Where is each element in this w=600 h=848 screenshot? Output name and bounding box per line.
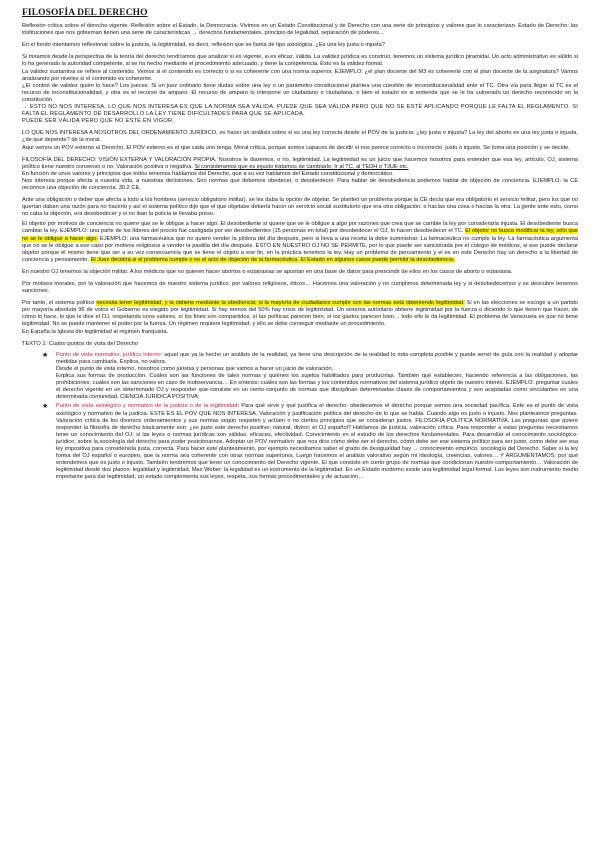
paragraph-servicio-militar: Ante una obligación o deber que afecta a todo a los hombres (servicio obligatorio militar), se les daba la opción de objetar. Se planteó un problema porque la CE decía que era obligatorio el servicio militar, pero los que no querían daban una razón para no hacerlo y así el sistema político dijo que el que objetase debería hacer un servicio social sustitutorio que era otra obligación: o hacías una cosa o hacías la otra. La gente ante esto, como no caba la objeción, era desobedecer y si no iban la policía te llevaba preso. bbox=[22, 197, 578, 218]
paragraph-vision-externa bbox=[22, 157, 578, 171]
item-lead: Punto de vista axiológico y normativo de la justicia o de la legitimidad bbox=[56, 403, 238, 410]
paragraph-valores: En función de unos valores y principios que todos tenemos hablamos del Derecho, que a su vez hablamos del Estado constitucional y democrático. bbox=[22, 170, 394, 177]
paragraph-axiologica: En el fondo intentamos reflexionar sobre la justicia, la legitimidad, es decir, reflexión que se llama de tipo axiológica. ¿Es una ley justa o injusta? bbox=[22, 42, 385, 49]
highlight-legitimidad: necesita tener legitimidad, y la obtiene mediante la obediencia: si la mayoría de ciudadanos cumple con las normas está obteniendo legitimidad. bbox=[96, 300, 465, 307]
paragraph-objecion: Nos interesa porque afecta a nuestra vida, a nuestras decisiones. Son normas que debemos obedecer, o desobedecer. Para hablar de desobediencia podemos hablar de objeción de conciencia. EJEMPLO: la CE reconoce una objeción de conciencia. 30.2 CE. bbox=[22, 177, 578, 191]
legitimidad-text: Si en las elecciones se escoge a un partido por mayoría absoluta 96 de votos el Gobierno es elegido por legitimidad. Si hay menos del 50% hay crisis de legitimidad. Un sistema autoritario obtiene legitimidad por la fuerza o diciendo lo que tienen que hacer, de cómo lo hace, lo que le dice el OJ, respetando unos valores, sí los fines son compartidos, sí las políticas parecen bien, sí los gastos parecen bien… todo ello le da legitimidad. El problema de Venezuela es que no tiene legitimidad. No se puede mantener el poder por la fuerza. Un régimen requiere legitimidad, y ello se debe conseguir mediante un procedimiento. bbox=[22, 300, 578, 328]
paragraph-legitimidad bbox=[22, 300, 578, 328]
paragraph-pov-externo: Aquí vemos un POV externo al Derecho. El POV externo es el que cada uno tenga. Moral crítica, porque somos capaces de decidir si nos parece correcto o incorrecto, justo o injusto. Se toma una posición y se decide. bbox=[22, 144, 570, 151]
item-lead: Punto de vista normativo, jurídico interno bbox=[56, 351, 161, 358]
paragraph-no-interesa: → ESTO NO NOS INTERESA, LO QUE NOS INTERESA ES QUE LA NORMA SEA VÁLIDA. PUEDE QUE SEA VÁLIDA PERO QUE NO SE ESTÉ APLICANDO PORQUE LE FALTA EL REGLAMENTO. SI FALTA EL REGLAMENTO DE DESARROLLO LA LEY TIENE DIFICULTADES PARA QUE SE APLICADA. bbox=[22, 104, 578, 118]
paragraph-vigor: PUEDE SER VÁLIDA PERO QUE NO ESTÉ EN VIGOR. bbox=[22, 118, 175, 125]
paragraph-objecion-militar: En nuestro OJ tenemos la objeción militar. A los médicos que no quieren hacer abortos o eutanasias se apuntan en una base de datos para prescindir de ellos en los casos de aborto o eutanasia. bbox=[22, 268, 513, 275]
item-body-2: Desde el punto de vista interno, nosotros como juristas y personas que vamos a hacer un juicio de valoración. bbox=[56, 365, 334, 372]
paragraph-iglesia: En España la Iglesia dio legitimidad al régimen franquista. bbox=[22, 328, 169, 335]
paragraph-ordenamiento: LO QUE NOS INTERESA A NOSOTROS DEL ORDENAMIENTO JURÍDICO, es hacer un análisis sobre si es una ley correcta desde el POV de la justicia: ¿ley justa o injusta? La ley del aborto es una ley justa o injusta, ¿de qué depende? de la moral. bbox=[22, 130, 578, 144]
paragraph-objetor bbox=[22, 221, 578, 264]
legitimidad-lead: Por tanto, el sistema político bbox=[22, 300, 97, 307]
vision-externa-text: FILOSOFÍA DEL DERECHO: VISIÓN EXTERNA Y VALORACIÓN PROPIA. Nosotros le diaremos, o no, legitimidad. La legitimidad es un juicio que hacemos nosotros para entender que esa ley, artículo, OJ, sistema político tiene nuestro consenso o no. Valoración positiva o negativa. bbox=[22, 156, 578, 170]
section-validez bbox=[22, 54, 578, 125]
list-item bbox=[22, 352, 578, 402]
section-ordenamiento bbox=[22, 130, 578, 151]
section-vision-externa bbox=[22, 157, 578, 192]
section-legitimidad bbox=[22, 300, 578, 335]
paragraph-validez-sustantiva: La validez sustantiva se refiere al contenido. Vemos si el contenido es correcto o si es coherente con una norma superior. EJEMPLO: ¿el plan docente del M3 es coherente con el plan docente de la asignatura? Vamos analizando por niveles si el contenido es coherente. bbox=[22, 68, 578, 82]
paragraph-intro: Reflexión crítica sobre el derecho vigente. Reflexión sobre el Estado, la Democracia. Vivimos en un Estado Constitucional y de Derecho con una serie de principios y valores que lo caracterizan. Estado de Derecho: las instituciones que nos gobiernan tienen una serie de características → derechos fundamentales, principio de legalidad, separación de poderes… bbox=[22, 23, 578, 37]
objetor-text: El objetor por motivos de conciencia no quiere que se le obligue a hacer algo. El desobediente sí quiere que se le obligue a algo por razones que crea que se cambie la ley por considerarla injusta. El desobediente busca cambiar la ley. EJEMPLO: una parte de los líderes del procés fue castigada por ser desobedientes (15 personas en total) por desobedecer el OJ, lo hacen desobedecer el TC. bbox=[22, 221, 578, 235]
star-icon: ★ bbox=[42, 403, 49, 411]
highlight-juez: El Juez decidirá si el problema cumple o no el acto de objeción de la farmacéutica. El Estado en algunos casos puede permitir la desobediencia. bbox=[90, 256, 455, 263]
star-icon: ★ bbox=[42, 351, 49, 359]
highlight-objetor: El objetor no busca modificar la ley, sólo que no se le obligue a hacer algo. bbox=[22, 228, 578, 242]
item-body-3: Explica sus formas de producción. Cuáles son las funciones de tales normas y quiénes los sujetos habilitados para producirlas. También qué establecen, haciendo referencia a las obligaciones, las prohibiciones, cuáles son las sanciones en caso de inobservancia… En síntesis: cuáles son las formas y los contenidos normativos del sistema jurídico objeto de nuestro interés. EJEMPLO: preguntar cuales el derecho vigente en un determinado OJ y responder que consiste en un cierto conjunto de normas que disciplinan determinadas clases de comportamientos y son aceptadas como vinculantes en una determinada comunidad. CIENCIA JURÍDICA POSITIVA. bbox=[56, 373, 578, 401]
paragraph-validez-formal: Si miramos desde la perspectiva de la teoría del derecho tendríamos que analizar si es vigente, si es eficaz, válida. La validez jurídica es construir, tenemos un sistema jurídico piramidal. Un acto administrativo es válido si lo ha generado la autoridad competente, si se ha hecho mediante el procedimiento adecuado, y tiene la competencia. Esto es la validez formal. bbox=[22, 54, 578, 68]
cambiar-ley-underlined: Si consideramos que es injusto tratamos de cambiarlo: Ir al TC, al TEDH o TJUE etc. bbox=[194, 163, 409, 170]
list-item bbox=[22, 403, 578, 481]
section-servicio-militar bbox=[22, 197, 578, 264]
texto-label: TEXTO 1: Cuatro puntos de vista del Derecho bbox=[22, 340, 138, 347]
paragraph-motivos-morales: Por motivos morales, por la valoración que hacemos de nuestro sistema jurídico, por valores religiosos, éticos… Hacemos una valoración y no cumplimos determinada ley y si desobedecemos y se descubre tenemos sanciones. bbox=[22, 281, 578, 295]
document-title: FILOSOFÍA DEL DERECHO bbox=[22, 8, 148, 18]
puntos-de-vista-list bbox=[22, 352, 578, 482]
paragraph-control-validez: ¿El control de validez quién lo hace? Los jueces. Si un juez ordinario tiene dudas sobre una ley o un parámetro constitucional plantea una cuestión de inconstitucionalidad ante el TC. Otra vía para llegar al TC es el recurso de inconstitucionalidad, y otra es el recurso de amparo. El recurso de amparo lo interpone un ciudadano o ciudadana, o bien el estado es si entiende que se le ha vulnerado un derecho reconocido en la constitución. bbox=[22, 82, 578, 103]
item-body: : aquel que ya la hecho un análisis de la realidad, ya tiene una descripción de la realidad lo más completa posible y puede servir de guía con la realidad y adoptar medidas para cambiarla. Explica, no valora. bbox=[56, 351, 578, 365]
farmaceutica-text: EJEMPLO: una farmacéutica que no quiere vender la píldora del día después, pero si lleva a una receta la debe suministrar. La farmacéutica no cumple la ley. La farmacéutica argumenta que no se le obligue a ese caso por motivos religiosos a vender la pastilla del día después. ESTO EN NUESTRO OJ NO SE PERMITE, por lo que puede ser sancionada por el colegio de médicos, si ese puede declarar objetor porque él mismo tiene que ser a su vez consecuencia que se tiene el objeto a ese fin, en la práctica tenemos la ley. Hay un problema de pensamiento y el es en este Derecho hay un derecho a la libertad de conciencia y pensamiento. bbox=[22, 235, 578, 263]
item-body: : Para qué sirve y qué justifica el derecho: obedecemos el derecho porque somos una sociedad pacífica. Este es el punto de vista axiológico y normativo de la justicia. ESTE ES EL POV QUE NOS INTERESA. Valoración y justificación política del derecho de lo que se habla. Cuando algo es justo o injusto. Nos planteamos preguntas. Valoración crítica de los diversos ordenamientos y sus normas según respeten y actúen o no ciertos principios que se consideran justos. FILOSOFÍA POLÍTICA NORMATIVA. Las preguntas que quiere responder la filosofía de derecho básicamente son: ¿es justo este derecho positivo; natural, divino; el OJ español? Hablamos de justicia, valoración crítica. Para responder a estas preguntas necesitamos tener un conocimiento del OJ: si las leyes o normas jurídicas son válidas, eficaces, efectividad. Conocimiento en el estudio de los derechos fundamentales. Para desarrollar el conocimiento sociológico-jurídico, sobre la sociología del derecho para poder posicionarnos. Adoptar un POV normativo: que nos dice cómo debe ser el derecho, cómo debe ser ese sistema político para ser justo, como debe ser esa ley impositiva para considerarla justa, correcta. Para hacer este planteamiento, por ejemplo necesitamos saber el grado de desigualdad hay → conocimiento empírico, sociología del Derecho. Saber si la ley forma del OJ español o europeo, que la norma sea coherente con otras normas superiores. Luego hacemos el análisis valorativo según mi ideología, creencias, valores… Y ARGUMENTAMOS: por qué entendemos que es justo o injusto. También tendremos que tener un conocimiento del Derecho vigente. El que consiste en cierto grupo de normas que condicionan nuestro comportamiento… Valoración de legitimidad desde dos planos: legalidad y legitimidad. Max Weber: la legalidad es un instrumento de la legitimidad. En un Estado moderno existe una legitimidad legal-formal. Las leyes son instrumento medio importante para dar legitimidad, un estado complementa sus leyes, respeta, sus formas procedimentales y de actuación… bbox=[56, 403, 578, 481]
